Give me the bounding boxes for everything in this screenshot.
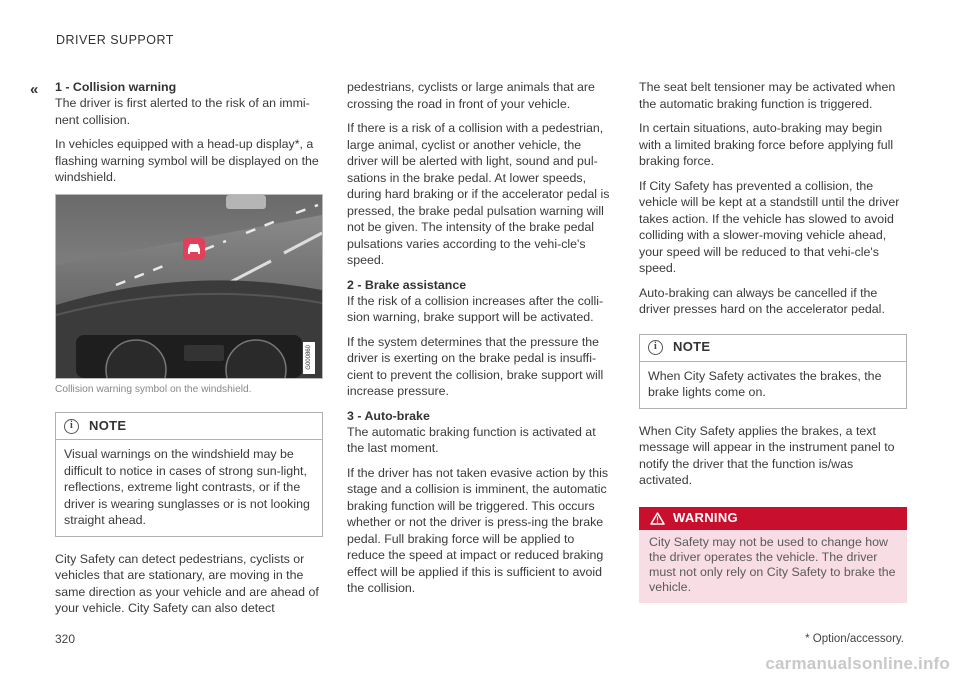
watermark: carmanualsonline.info [765, 654, 950, 673]
footnote: * Option/accessory. [805, 633, 904, 645]
warning-title: WARNING [673, 509, 738, 525]
note-title: NOTE [673, 339, 711, 355]
note-title: NOTE [89, 417, 127, 433]
warning-text: City Safety may not be used to change how the driver operates the vehicle. The driver must not only rely on City Safety to brake the vehicle. [649, 534, 896, 594]
heading-collision-warning: 1 - Collision warning [55, 80, 177, 94]
note-text: Visual warnings on the windshield may be difficult to notice in cases of strong sun-light, reflections, extreme light contrasts, or if the driver is wearing sunglasses or is not looking straight ahead. [64, 447, 310, 527]
windshield-figure [55, 194, 323, 379]
paragraph: In vehicles equipped with a head-up display*, a flashing warning symbol will be displayed on the windshield. [55, 137, 319, 184]
info-icon: i [64, 419, 79, 434]
paragraph: In certain situations, auto-braking may begin with a limited braking force before applying full braking force. [639, 121, 894, 168]
paragraph: pedestrians, cyclists or large animals that are crossing the road in front of your vehicle. [347, 80, 595, 111]
warning-box [639, 507, 907, 603]
paragraph: If the risk of a collision increases after the colli-sion warning, brake support will be activated. [347, 293, 604, 324]
column-3 [639, 79, 907, 603]
paragraph: The automatic braking function is activated at the last moment. [347, 424, 596, 455]
info-icon: i [648, 340, 663, 355]
back-arrows-icon[interactable]: « [30, 81, 37, 98]
note-text: When City Safety activates the brakes, the brake lights come on. [648, 368, 882, 399]
heading-brake-assistance: 2 - Brake assistance [347, 277, 467, 292]
note-box [639, 334, 907, 409]
paragraph: City Safety can detect pedestrians, cyclists or vehicles that are stationary, are moving in the same direction as your vehicle and are ahead of your vehicle. City Safety can also detect [55, 551, 319, 615]
note-header [640, 335, 906, 362]
note-box [55, 412, 323, 537]
paragraph: When City Safety applies the brakes, a text message will appear in the instrument panel to notify the driver that the function is/was activated. [639, 423, 895, 487]
paragraph: If the driver has not taken evasive action by this stage and a collision is imminent, the automatic braking function will be triggered. This occurs whether or not the driver is press-ing the brake pedal. Full braking force will be applied to reduce the speed at impact or reduced braking effect will be applied if this is sufficient to avoid the collision. [347, 465, 609, 595]
paragraph: If the system determines that the pressure the driver is exerting on the brake pedal is insuffi-cient to prevent the collision, brake support will increase pressure. [347, 334, 604, 398]
figure-code: G000860 [306, 344, 312, 370]
windshield-illustration [56, 195, 322, 378]
column-2 [347, 79, 615, 605]
paragraph: If City Safety has prevented a collision, the vehicle will be kept at a standstill until the driver takes action. If the vehicle has slowed to avoid colliding with a slower-moving vehicle ahead, your speed will be reduced to that vehi-cle's speed. [639, 178, 900, 275]
paragraph: Auto-braking can always be cancelled if the driver presses hard on the accelerator pedal. [639, 285, 885, 316]
paragraph: If there is a risk of a collision with a pedestrian, large animal, cyclist or another vehicle, the driver will be alerted with light, sound and pul-sations in the brake pedal. At lower speeds, during hard braking or if the accelerator pedal is pressed, the brake pedal pulsation warning will not be given. The intensity of the brake pedal pulsations varies according to the vehi-cle's speed. [347, 121, 610, 267]
collision-warning-symbol-icon [183, 238, 205, 260]
page-number: 320 [55, 632, 76, 646]
paragraph: The driver is first alerted to the risk of an immi-nent collision. [55, 96, 310, 127]
note-header [56, 413, 322, 440]
column-1 [55, 79, 323, 625]
paragraph: The seat belt tensioner may be activated when the automatic braking function is triggered. [639, 80, 896, 111]
warning-triangle-icon [650, 512, 665, 525]
heading-auto-brake: 3 - Auto-brake [347, 408, 430, 423]
section-title: DRIVER SUPPORT [56, 33, 174, 47]
figure-caption: Collision warning symbol on the windshield. [55, 383, 252, 395]
warning-header [639, 507, 907, 530]
